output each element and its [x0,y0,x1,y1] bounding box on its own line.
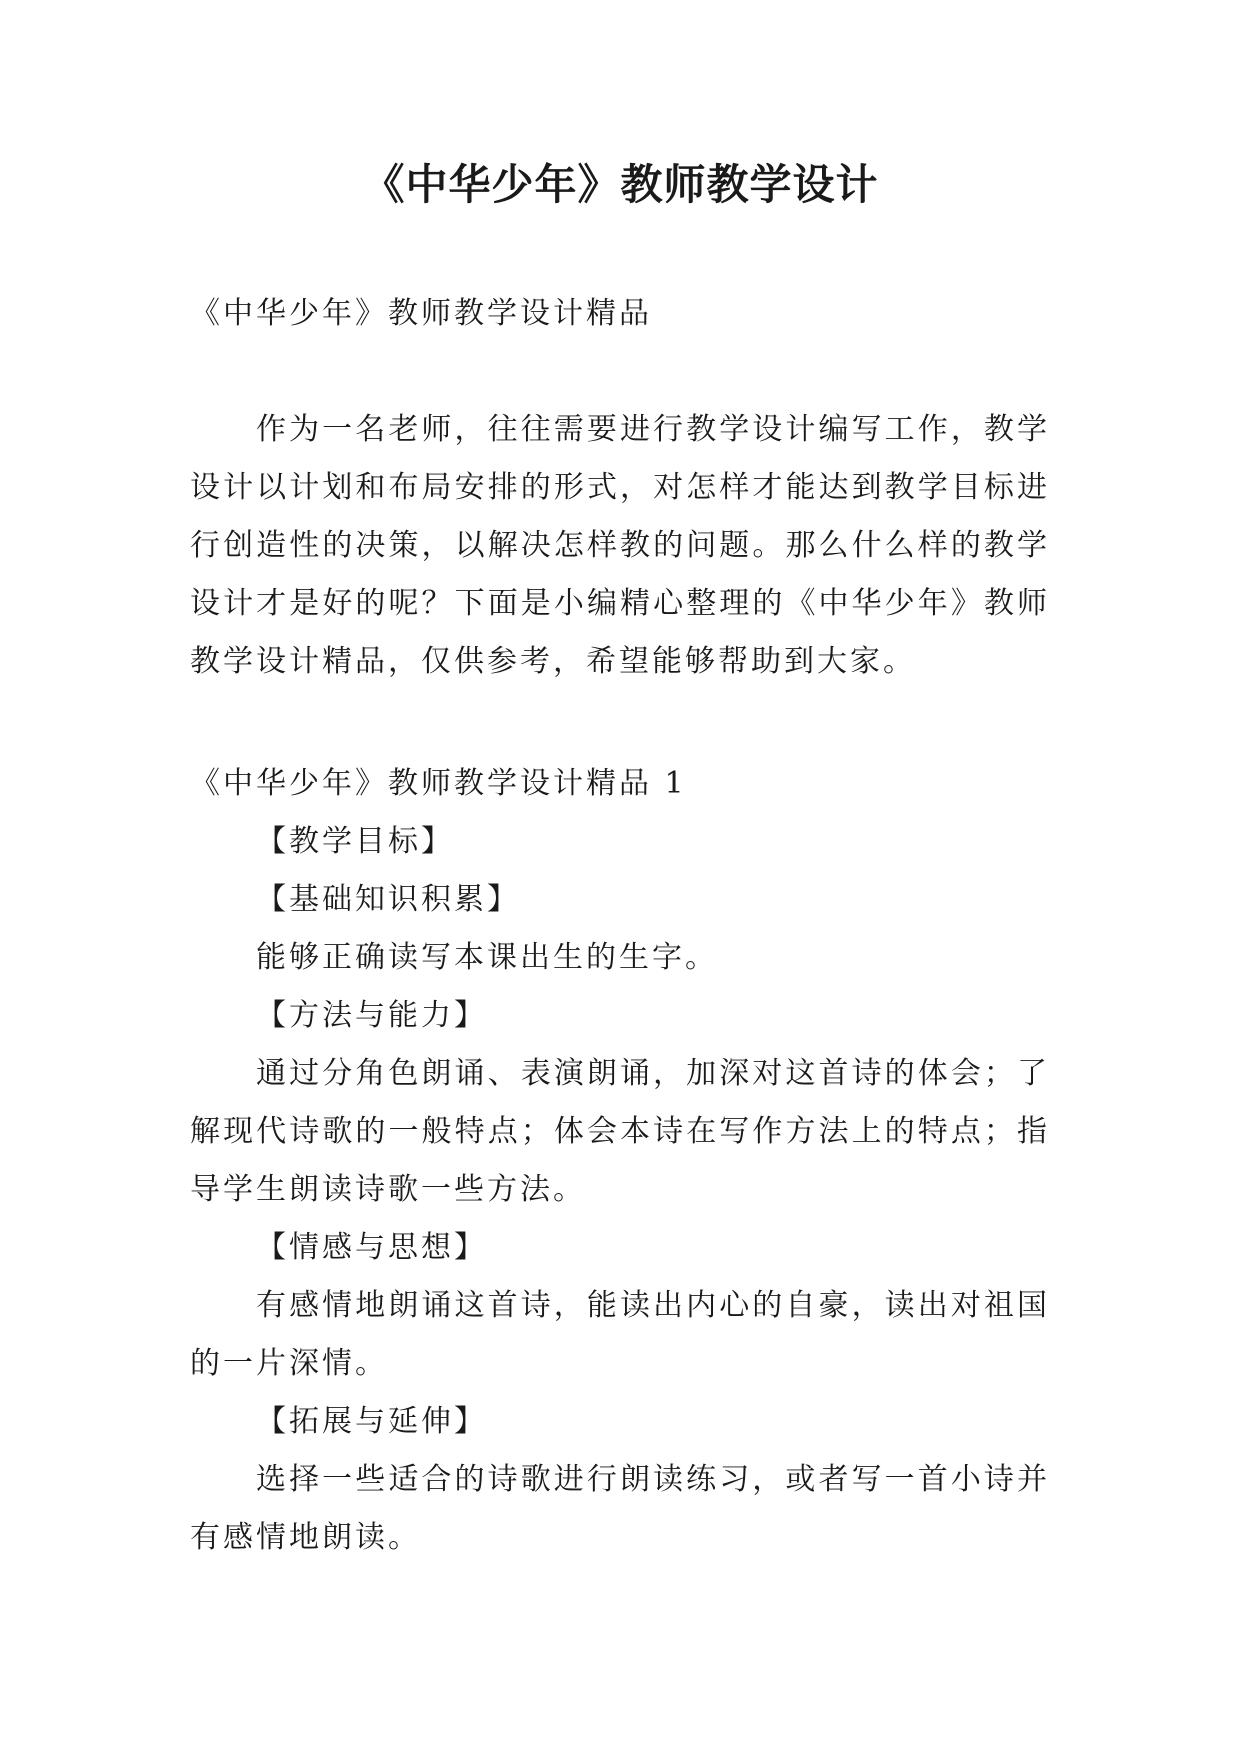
basic-knowledge-label: 【基础知识积累】 [256,882,520,917]
method-ability-label: 【方法与能力】 [256,998,487,1033]
section-1 [190,755,1050,1567]
emotion-thought-text: 有感情地朗诵这首诗，能读出内心的自豪，读出对祖国的一片深情。 [190,1288,1050,1381]
teaching-goal-label: 【教学目标】 [256,824,454,859]
extension-text: 选择一些适合的诗歌进行朗读练习，或者写一首小诗并有感情地朗读。 [190,1462,1050,1555]
method-ability-text: 通过分角色朗诵、表演朗诵，加深对这首诗的体会；了解现代诗歌的一般特点；体会本诗在写作方法上的特点；指导学生朗读诗歌一些方法。 [190,1056,1050,1207]
section-heading: 《中华少年》教师教学设计精品 1 [190,766,687,801]
extension-label: 【拓展与延伸】 [256,1404,487,1439]
basic-knowledge-text: 能够正确读写本课出生的生字。 [256,940,718,975]
document-subtitle: 《中华少年》教师教学设计精品 [190,296,652,331]
document-title: 《中华少年》教师教学设计 [362,160,879,209]
intro-paragraph: 作为一名老师，往往需要进行教学设计编写工作，教学设计以计划和布局安排的形式，对怎样才能达到教学目标进行创造性的决策，以解决怎样教的问题。那么什么样的教学设计才是好的呢？下面是小编精心整理的《中华少年》教师教学设计精品，仅供参考，希望能够帮助到大家。 [190,412,1050,679]
emotion-thought-label: 【情感与思想】 [256,1230,487,1265]
